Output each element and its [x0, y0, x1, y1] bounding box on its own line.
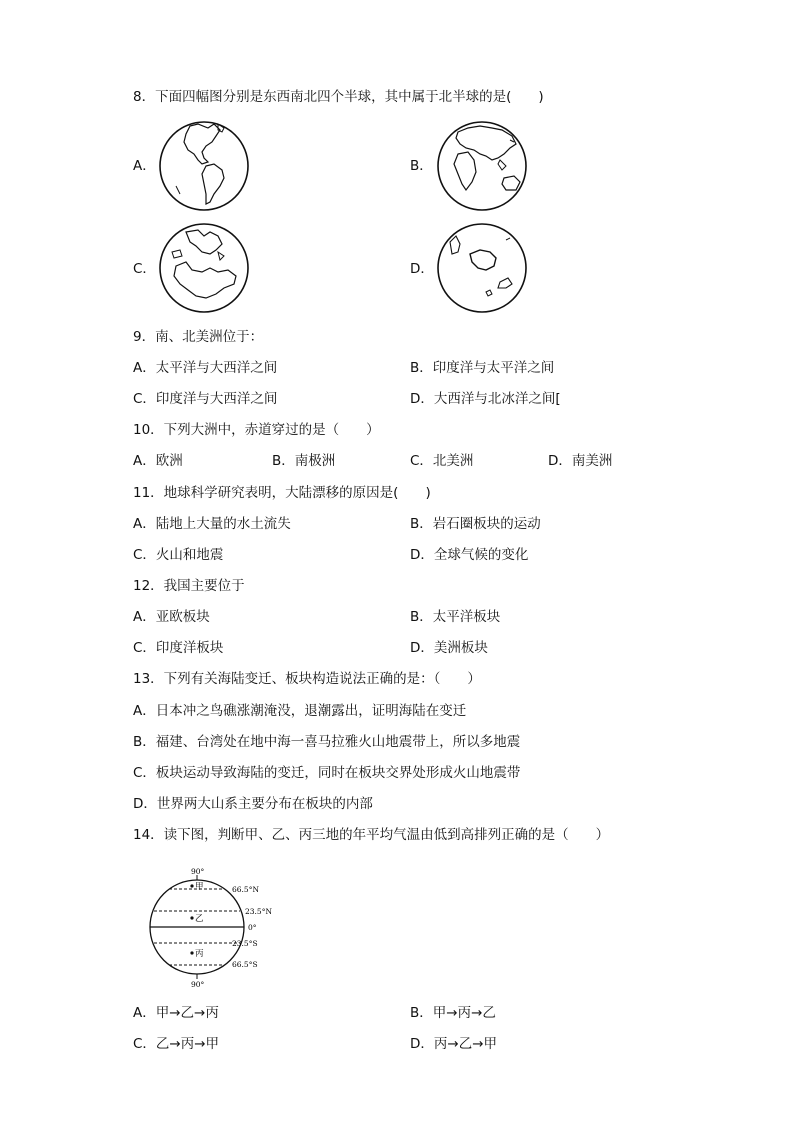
q9-option-a: A．太平洋与大西洋之间 — [133, 360, 278, 376]
q10-option-c: C．北美洲 — [410, 453, 474, 469]
q14-option-b: B．甲→丙→乙 — [410, 1005, 496, 1021]
q10-option-a: A．欧洲 — [133, 453, 183, 469]
q13-option-c: C．板块运动导致海陆的变迁，同时在板块交界处形成火山地震带 — [133, 765, 521, 781]
lat-label-66n: 66.5°N — [232, 885, 260, 894]
q12-option-a: A．亚欧板块 — [133, 609, 210, 625]
q14-option-c: C．乙→丙→甲 — [133, 1036, 220, 1052]
q11-option-c: C．火山和地震 — [133, 547, 224, 563]
q12-stem: 12．我国主要位于 — [133, 578, 245, 594]
q10-stem: 10．下列大洲中，赤道穿过的是（ ） — [133, 422, 380, 438]
eastern-hemisphere-globe — [436, 120, 528, 212]
q14-option-a: A．甲→乙→丙 — [133, 1005, 219, 1021]
q11-stem: 11．地球科学研究表明，大陆漂移的原因是( ) — [133, 485, 431, 501]
q8-option-b-label: B． — [410, 158, 433, 174]
point-jia: 甲 — [195, 882, 204, 892]
q9-stem: 9．南、北美洲位于： — [133, 329, 264, 345]
q13-stem: 13．下列有关海陆变迁、板块构造说法正确的是：（ ） — [133, 671, 481, 687]
q8-option-d-label: D． — [410, 261, 434, 277]
q8-option-a-label: A． — [133, 158, 156, 174]
lat-label-23s: 23.5°S — [232, 939, 258, 948]
southern-hemisphere-globe — [436, 222, 528, 314]
q11-option-d: D．全球气候的变化 — [410, 547, 529, 563]
lat-label-0: 0° — [248, 923, 257, 932]
latitude-zones-figure — [148, 866, 278, 992]
q13-option-b: B．福建、台湾处在地中海一喜马拉雅火山地震带上，所以多地震 — [133, 734, 521, 750]
point-yi: 乙 — [195, 914, 204, 924]
top-pole-label: 90° — [191, 867, 205, 876]
lat-label-23n: 23.5°N — [245, 907, 273, 916]
q12-option-c: C．印度洋板块 — [133, 640, 224, 656]
q10-option-b: B．南极洲 — [272, 453, 336, 469]
lat-label-66s: 66.5°S — [232, 960, 258, 969]
q9-option-d: D．大西洋与北冰洋之间[ — [410, 391, 561, 407]
point-bing: 丙 — [195, 949, 204, 959]
bottom-pole-label: 90° — [191, 980, 205, 988]
northern-hemisphere-globe — [158, 222, 250, 314]
western-hemisphere-globe — [158, 120, 250, 212]
q8-stem: 8．下面四幅图分别是东西南北四个半球，其中属于北半球的是( ) — [133, 89, 544, 105]
q11-option-a: A．陆地上大量的水土流失 — [133, 516, 291, 532]
q10-option-d: D．南美洲 — [548, 453, 613, 469]
q12-option-d: D．美洲板块 — [410, 640, 488, 656]
q9-option-b: B．印度洋与太平洋之间 — [410, 360, 555, 376]
q14-option-d: D．丙→乙→甲 — [410, 1036, 498, 1052]
q11-option-b: B．岩石圈板块的运动 — [410, 516, 541, 532]
q13-option-a: A．日本冲之鸟礁涨潮淹没，退潮露出，证明海陆在变迁 — [133, 703, 467, 719]
q14-stem: 14．读下图，判断甲、乙、丙三地的年平均气温由低到高排列正确的是（ ） — [133, 827, 610, 843]
q13-option-d: D．世界两大山系主要分布在板块的内部 — [133, 796, 373, 812]
q12-option-b: B．太平洋板块 — [410, 609, 501, 625]
q8-option-c-label: C． — [133, 261, 156, 277]
q9-option-c: C．印度洋与大西洋之间 — [133, 391, 278, 407]
